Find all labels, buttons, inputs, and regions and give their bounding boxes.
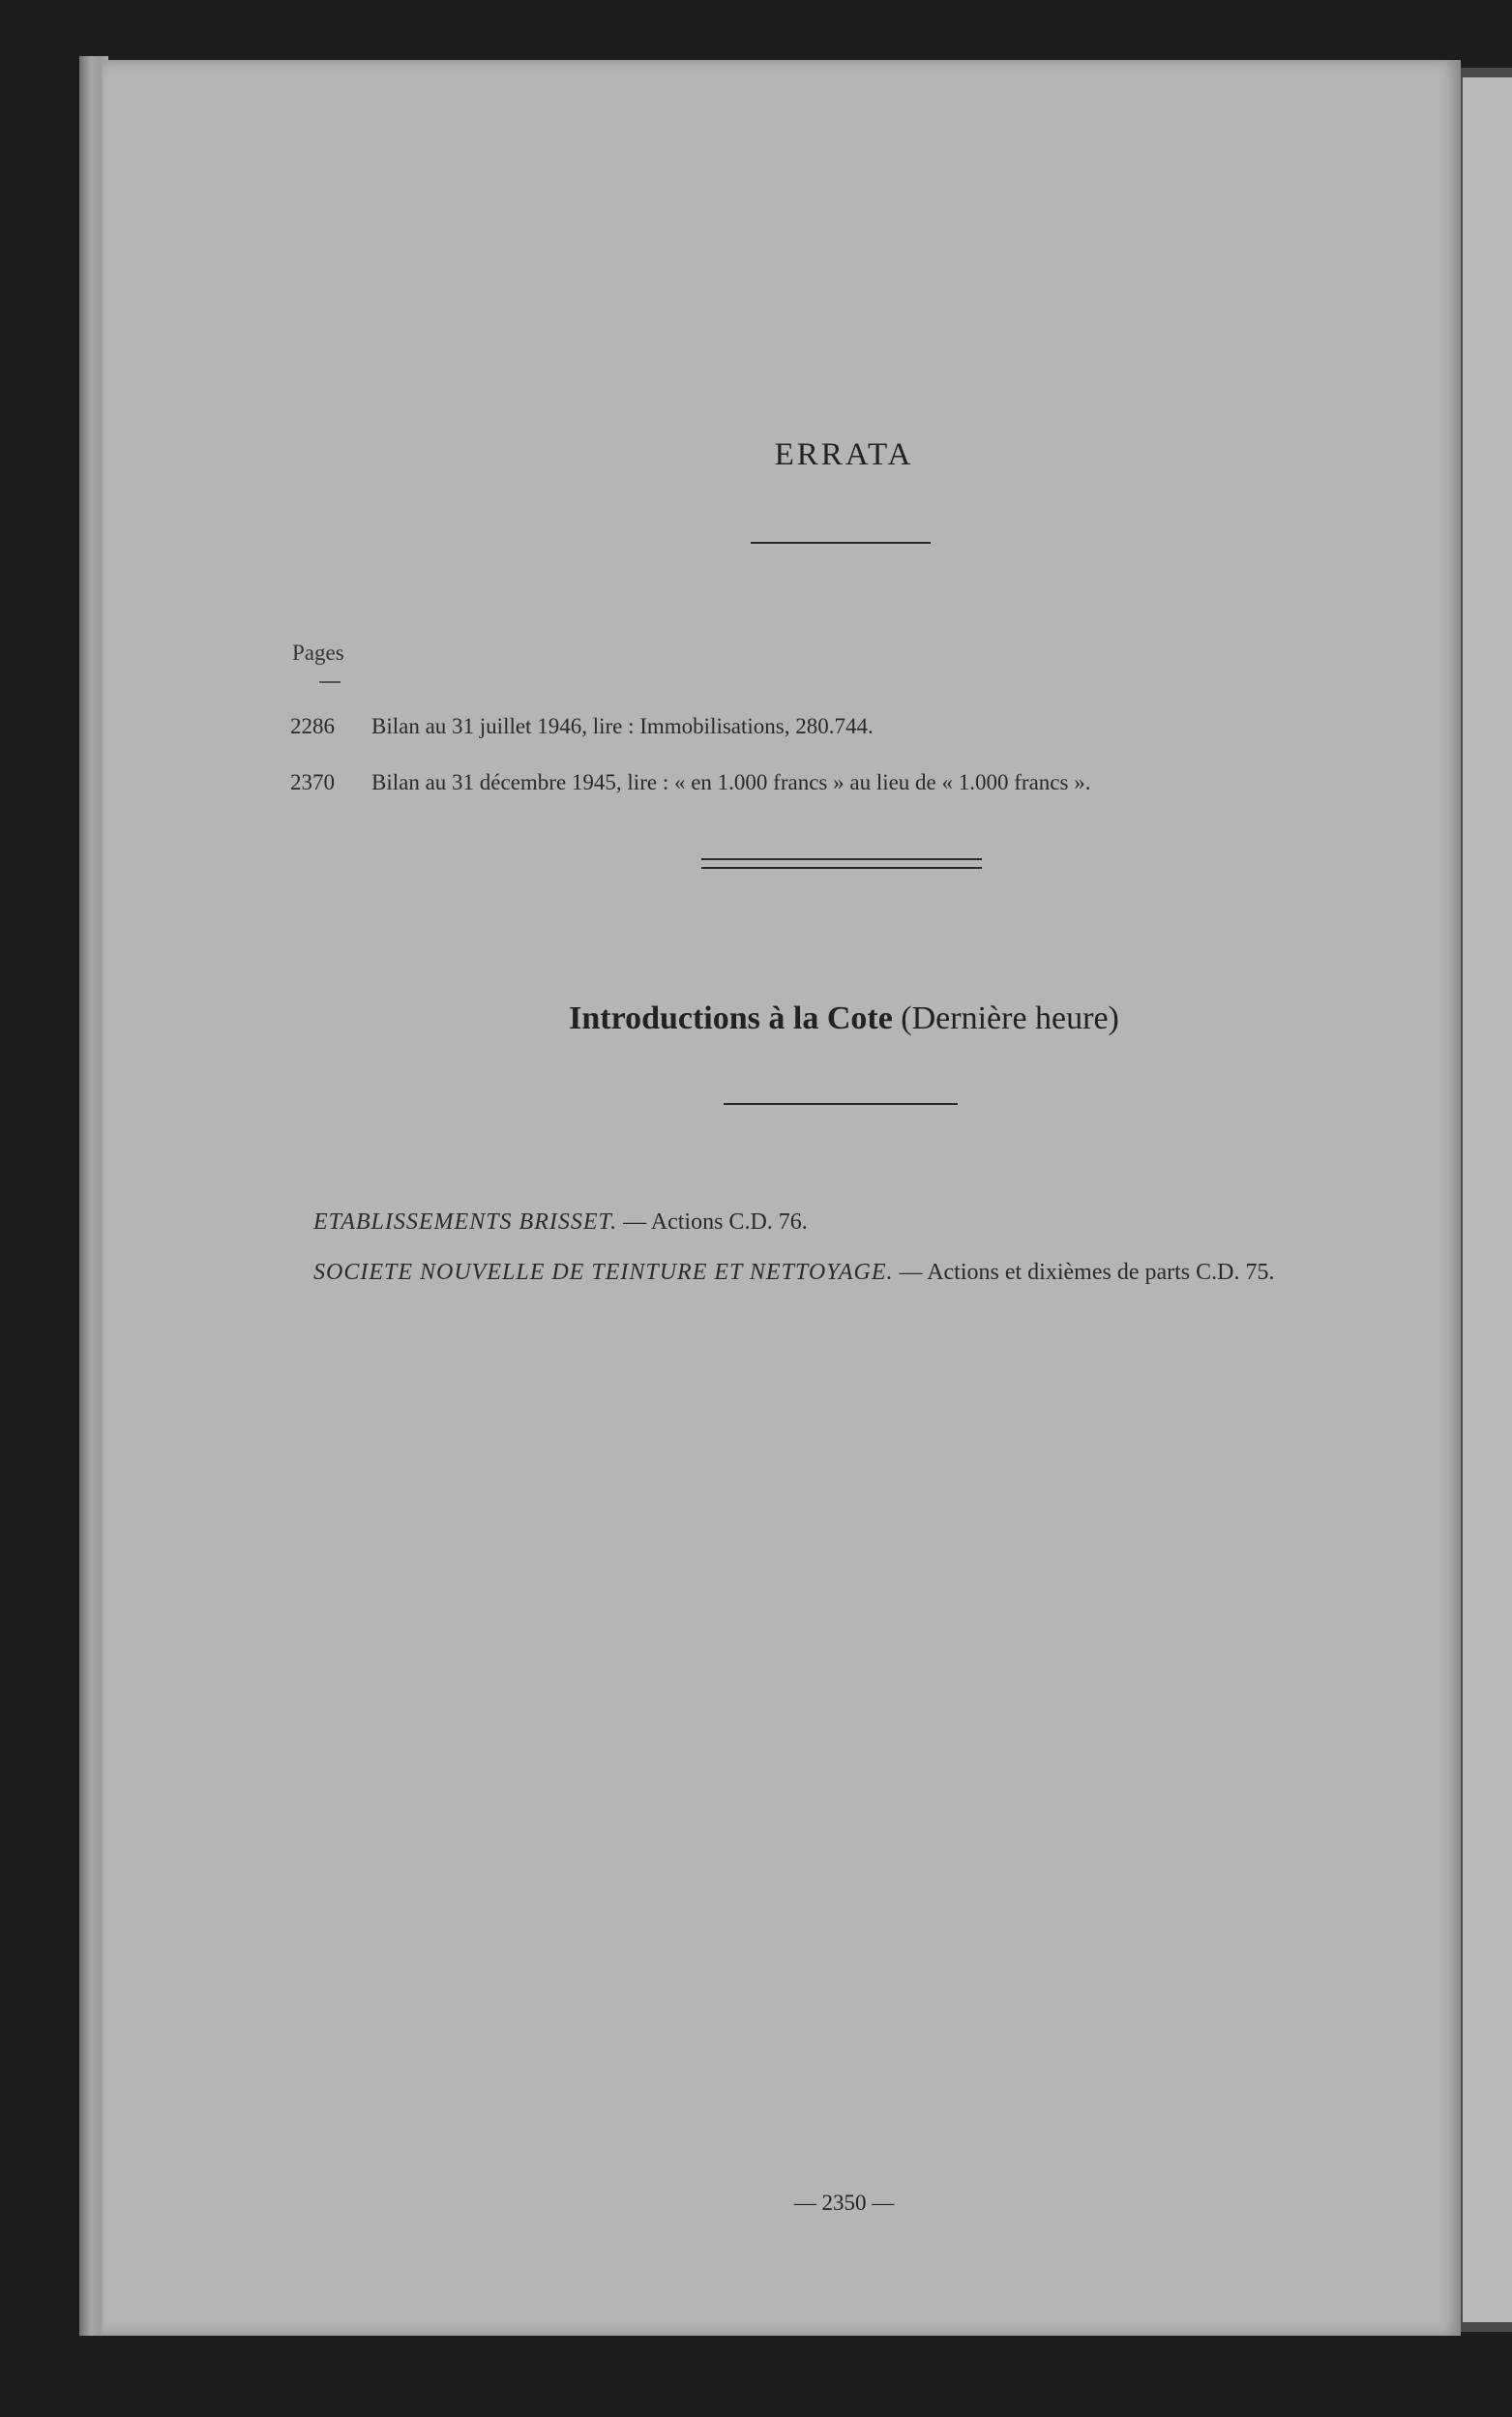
errata-correction-text: Bilan au 31 juillet 1946, lire : Immobilisations, 280.744. <box>371 714 874 738</box>
errata-row <box>290 770 1090 795</box>
document-page <box>103 60 1461 2336</box>
introductions-title-rule <box>724 1103 958 1105</box>
entry-details: — Actions et dixièmes de parts C.D. 75. <box>899 1260 1275 1285</box>
introduction-entry <box>290 1209 1379 1235</box>
company-name: SOCIETE NOUVELLE DE TEINTURE ET NETTOYAGE. <box>313 1260 894 1285</box>
company-name: ETABLISSEMENTS BRISSET. <box>313 1209 618 1235</box>
errata-title-rule <box>751 542 931 544</box>
introductions-title-sub: (Dernière heure) <box>901 1000 1119 1036</box>
errata-page-number: 2370 <box>290 770 335 794</box>
errata-page-number: 2286 <box>290 714 335 738</box>
errata-row <box>290 714 874 739</box>
pages-label-dash <box>319 681 341 683</box>
page-number-folio: — 2350 — <box>793 2191 895 2215</box>
errata-correction-text: Bilan au 31 décembre 1945, lire : « en 1.000 francs » au lieu de « 1.000 francs ». <box>371 770 1091 794</box>
introductions-title-main: Introductions à la Cote <box>569 1000 893 1036</box>
introductions-title <box>0 1000 1512 1037</box>
errata-title: ERRATA <box>774 437 914 472</box>
introduction-entry <box>290 1260 1379 1285</box>
section-double-rule <box>701 858 982 869</box>
pages-column-label: Pages <box>292 641 344 665</box>
entry-details: — Actions C.D. 76. <box>623 1209 808 1235</box>
adjacent-page-edge <box>1463 77 1512 2322</box>
